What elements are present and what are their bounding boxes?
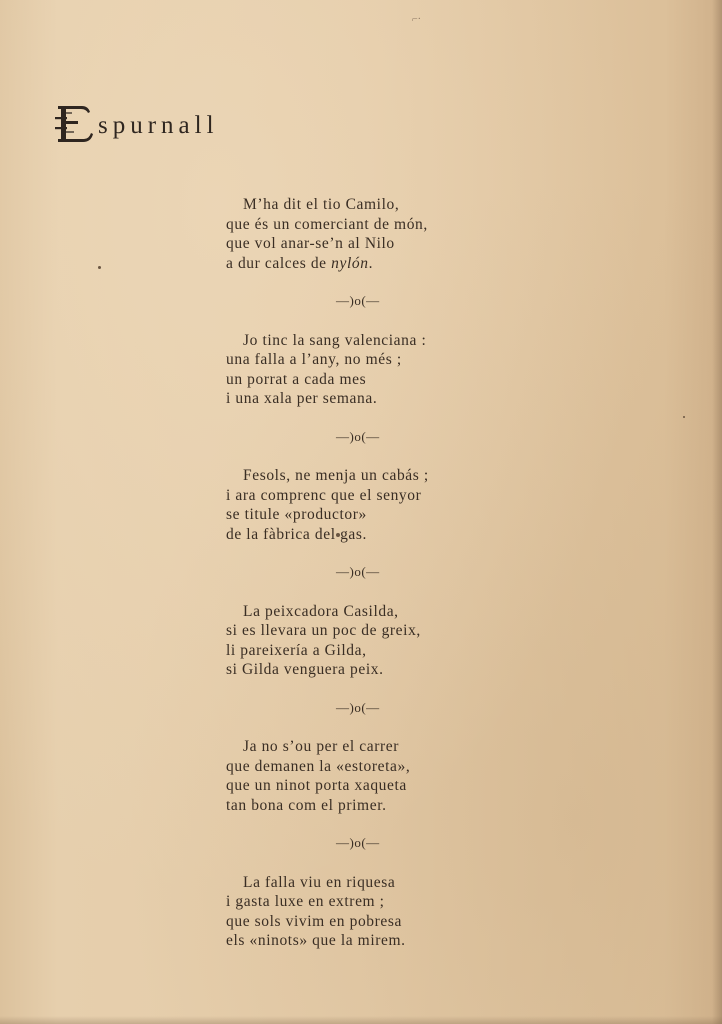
poem-line: que un ninot porta xaqueta bbox=[226, 777, 407, 794]
stanza-separator: —)o(— bbox=[336, 699, 380, 715]
stanza bbox=[226, 466, 506, 544]
stanza bbox=[226, 737, 506, 815]
ink-speck bbox=[98, 266, 101, 269]
stanza bbox=[226, 195, 506, 273]
poem-line: els «ninots» que la mirem. bbox=[226, 932, 406, 949]
poem-line-text: a dur calces de bbox=[226, 254, 332, 272]
stanza-separator: —)o(— bbox=[336, 835, 380, 850]
page-edge-shadow bbox=[712, 0, 722, 1024]
poem-line: si es llevara un poc de greix, bbox=[226, 622, 421, 639]
poem-line: La peixcadora Casilda, bbox=[243, 602, 399, 620]
stanza-separator: —)o(— bbox=[336, 293, 380, 308]
poem-line: se titule «productor» bbox=[226, 506, 367, 523]
stanza bbox=[226, 331, 506, 409]
poem-line: si Gilda venguera peix. bbox=[226, 661, 384, 678]
stanza-separator: —)o(— bbox=[336, 564, 380, 579]
page-title bbox=[52, 96, 219, 146]
stanza-separator: —)o(— bbox=[336, 428, 380, 444]
line-end-punctuation: . bbox=[368, 254, 374, 272]
poem-line: una falla a l’any, no més ; bbox=[226, 351, 402, 368]
emphasized-word: nylón bbox=[331, 254, 369, 272]
page-bottom-shadow bbox=[0, 1016, 722, 1024]
poem-line: i gasta luxe en extrem ; bbox=[226, 893, 385, 910]
stanza bbox=[226, 873, 506, 951]
ink-speck bbox=[683, 416, 685, 418]
heading-text: spurnall bbox=[98, 112, 219, 139]
poem-line: Ja no s’ou per el carrer bbox=[243, 738, 399, 755]
poem-line: tan bona com el primer. bbox=[226, 796, 387, 814]
heading-initial-text: E bbox=[52, 102, 53, 103]
poem-line: Fesols, ne menja un cabás ; bbox=[243, 467, 429, 484]
poem bbox=[226, 195, 506, 951]
print-mark: ⌐· bbox=[412, 14, 421, 25]
decorative-initial-e bbox=[52, 102, 96, 146]
poem-line: que sols vivim en pobresa bbox=[226, 912, 403, 930]
poem-line: un porrat a cada mes bbox=[226, 370, 367, 388]
poem-line: i ara comprenc que el senyor bbox=[226, 486, 422, 504]
poem-line: de la fàbrica del gas. bbox=[226, 525, 368, 543]
poem-line: que vol anar-se’n al Nilo bbox=[226, 235, 395, 252]
poem-line bbox=[226, 254, 506, 274]
poem-line: que és un comerciant de món, bbox=[226, 215, 428, 233]
poem-line: M’ha dit el tio Camilo, bbox=[243, 196, 400, 213]
poem-line: i una xala per semana. bbox=[226, 390, 378, 407]
poem-line: li pareixería a Gilda, bbox=[226, 641, 367, 659]
poem-line: Jo tinc la sang valenciana : bbox=[243, 331, 427, 349]
stanza bbox=[226, 602, 506, 680]
poem-line: La falla viu en riquesa bbox=[243, 873, 396, 891]
poem-line: que demanen la «estoreta», bbox=[226, 757, 411, 775]
